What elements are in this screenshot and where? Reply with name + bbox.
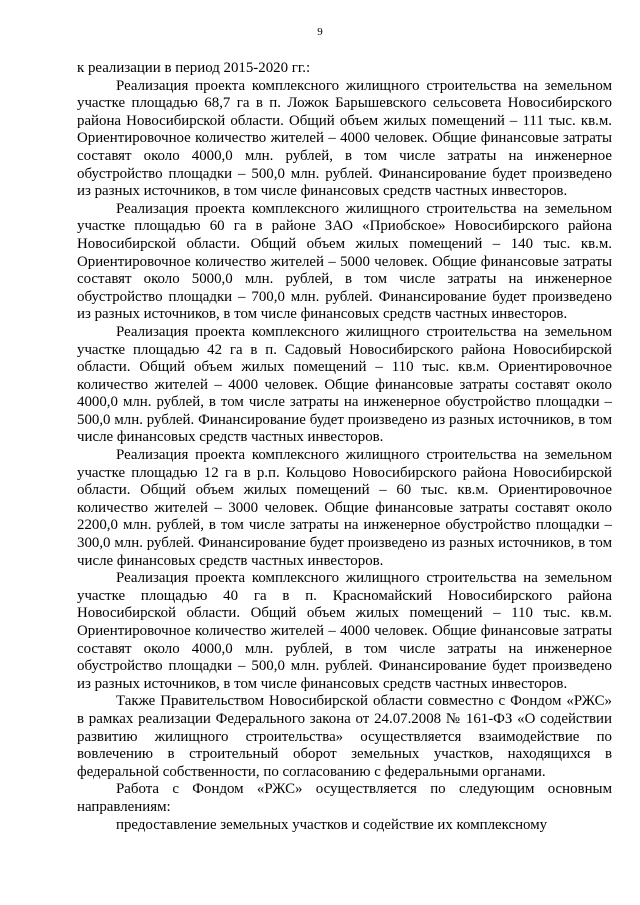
paragraph-project-sadovy: Реализация проекта комплексного жилищного строительства на земельном участке площадью 42 га в п. Садовый Новосибирского района Новосибирской области. Общий объем жилых помещений – 110 тыс. кв.м. Ориентировочное количество жителей – 4000 человек. Общие финансовые затраты составят около 4000,0 млн. рублей, в том числе затраты на инженерное обустройство площадки – 500,0 млн. рублей. Финансирование будет произведено из разных источников, в том числе финансовых средств частных инвесторов. — [77, 323, 612, 446]
paragraph-project-lozhok: Реализация проекта комплексного жилищного строительства на земельном участке площадью 68,7 га в п. Ложок Барышевского сельсовета Новосибирского района Новосибирской области. Общий объем жилых помещений – 111 тыс. кв.м. Ориентировочное количество жителей – 4000 человек. Общие финансовые затраты составят около 4000,0 млн. рублей, в том числе затраты на инженерное обустройство площадки – 500,0 млн. рублей. Финансирование будет произведено из разных источников, в том числе финансовых средств частных инвесторов. — [77, 77, 612, 200]
paragraph-project-priobskoe: Реализация проекта комплексного жилищного строительства на земельном участке площадью 60 га в районе ЗАО «Приобское» Новосибирского района Новосибирской области. Общий объем жилых помещений – 140 тыс. кв.м. Ориентировочное количество жителей – 5000 человек. Общие финансовые затраты составят около 5000,0 млн. рублей, в том числе затраты на инженерное обустройство площадки – 700,0 млн. рублей. Финансирование будет произведено из разных источников, в том числе финансовых средств частных инвесторов. — [77, 200, 612, 323]
paragraph-land-provision: предоставление земельных участков и содействие их комплексному — [116, 816, 548, 833]
paragraph-intro: к реализации в период 2015-2020 гг.: — [77, 60, 311, 76]
paragraph-fund-directions: Работа с Фондом «РЖС» осуществляется по следующим основным направлениям: — [77, 781, 612, 815]
document-body — [77, 60, 612, 834]
paragraph-project-krasnomaysky: Реализация проекта комплексного жилищного строительства на земельном участке площадью 40 га в п. Красномайский Новосибирского района Новосибирской области. Общий объем жилых помещений – 110 тыс. кв.м. Ориентировочное количество жителей – 4000 человек. Общие финансовые затраты составят около 4000,0 млн. рублей, в том числе затраты на инженерное обустройство площадки – 500,0 млн. рублей. Финансирование будет произведено из разных источников, в том числе финансовых средств частных инвесторов. — [77, 570, 612, 692]
paragraph-fund-rzhs: Также Правительством Новосибирской области совместно с Фондом «РЖС» в рамках реализации Федерального закона от 24.07.2008 № 161-ФЗ «О содействии развитию жилищного строительства» осуществляется взаимодействие по вовлечению в строительный оборот земельных участков, находящихся в федеральной собственности, по согласованию с федеральными органами. — [77, 693, 612, 780]
page-number: 9 — [317, 26, 323, 38]
paragraph-project-koltsovo: Реализация проекта комплексного жилищного строительства на земельном участке площадью 12 га в р.п. Кольцово Новосибирского района Новосибирской области. Общий объем жилых помещений – 60 тыс. кв.м. Ориентировочное количество жителей – 3000 человек. Общие финансовые затраты составят около 2200,0 млн. рублей, в том числе затраты на инженерное обустройство площадки – 300,0 млн. рублей. Финансирование будет произведено из разных источников, в том числе финансовых средств частных инвесторов. — [77, 447, 612, 569]
